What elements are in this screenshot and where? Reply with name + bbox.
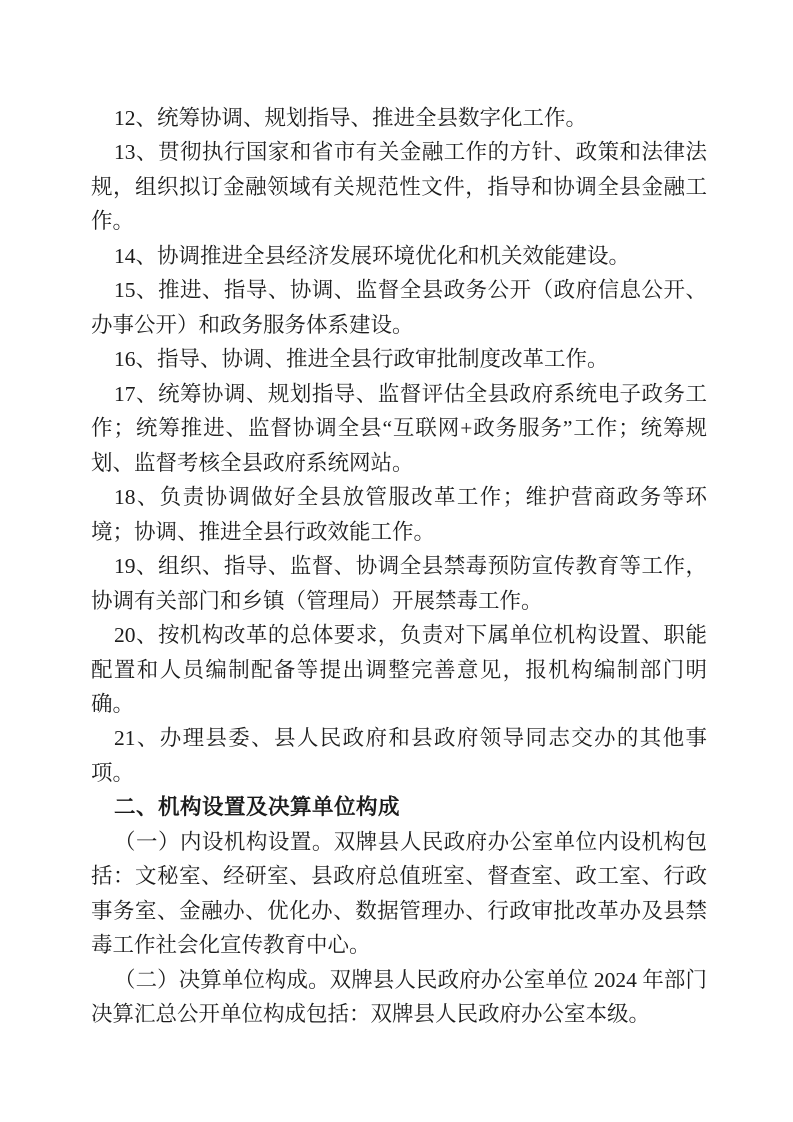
paragraph: 15、推进、指导、协调、监督全县政务公开（政府信息公开、办事公开）和政务服务体系建设。 [91, 278, 707, 337]
paragraph: 21、办理县委、县人民政府和县政府领导同志交办的其他事项。 [91, 726, 707, 785]
paragraph: （一）内设机构设置。双牌县人民政府办公室单位内设机构包括：文秘室、经研室、县政府总值班室、督查室、政工室、行政事务室、金融办、优化办、数据管理办、行政审批改革办及县禁毒工作社会化宣传教育中心。 [91, 829, 707, 958]
paragraph: 20、按机构改革的总体要求，负责对下属单位机构设置、职能配置和人员编制配备等提出调整完善意见，报机构编制部门明确。 [91, 623, 707, 716]
section-heading: 二、机构设置及决算单位构成 [114, 795, 401, 820]
paragraph: 14、协调推进全县经济发展环境优化和机关效能建设。 [114, 243, 631, 268]
paragraph: 17、统筹协调、规划指导、监督评估全县政府系统电子政务工作；统筹推进、监督协调全县“互联网+政务服务”工作；统筹规划、监督考核全县政府系统网站。 [91, 381, 707, 475]
paragraph: 19、组织、指导、监督、协调全县禁毒预防宣传教育等工作，协调有关部门和乡镇（管理局）开展禁毒工作。 [91, 554, 707, 613]
paragraph: 12、统筹协调、规划指导、推进全县数字化工作。 [114, 106, 588, 130]
paragraph: 13、贯彻执行国家和省市有关金融工作的方针、政策和法律法规，组织拟订金融领域有关规范性文件，指导和协调全县金融工作。 [91, 140, 707, 234]
document-text-block [91, 101, 707, 1032]
paragraph: 16、指导、协调、推进全县行政审批制度改革工作。 [114, 347, 609, 372]
paragraph: （二）决算单位构成。双牌县人民政府办公室单位 2024 年部门决算汇总公开单位构成包括：双牌县人民政府办公室本级。 [91, 967, 707, 1027]
paragraph: 18、负责协调做好全县放管服改革工作；维护营商政务等环境；协调、推进全县行政效能工作。 [91, 485, 707, 544]
